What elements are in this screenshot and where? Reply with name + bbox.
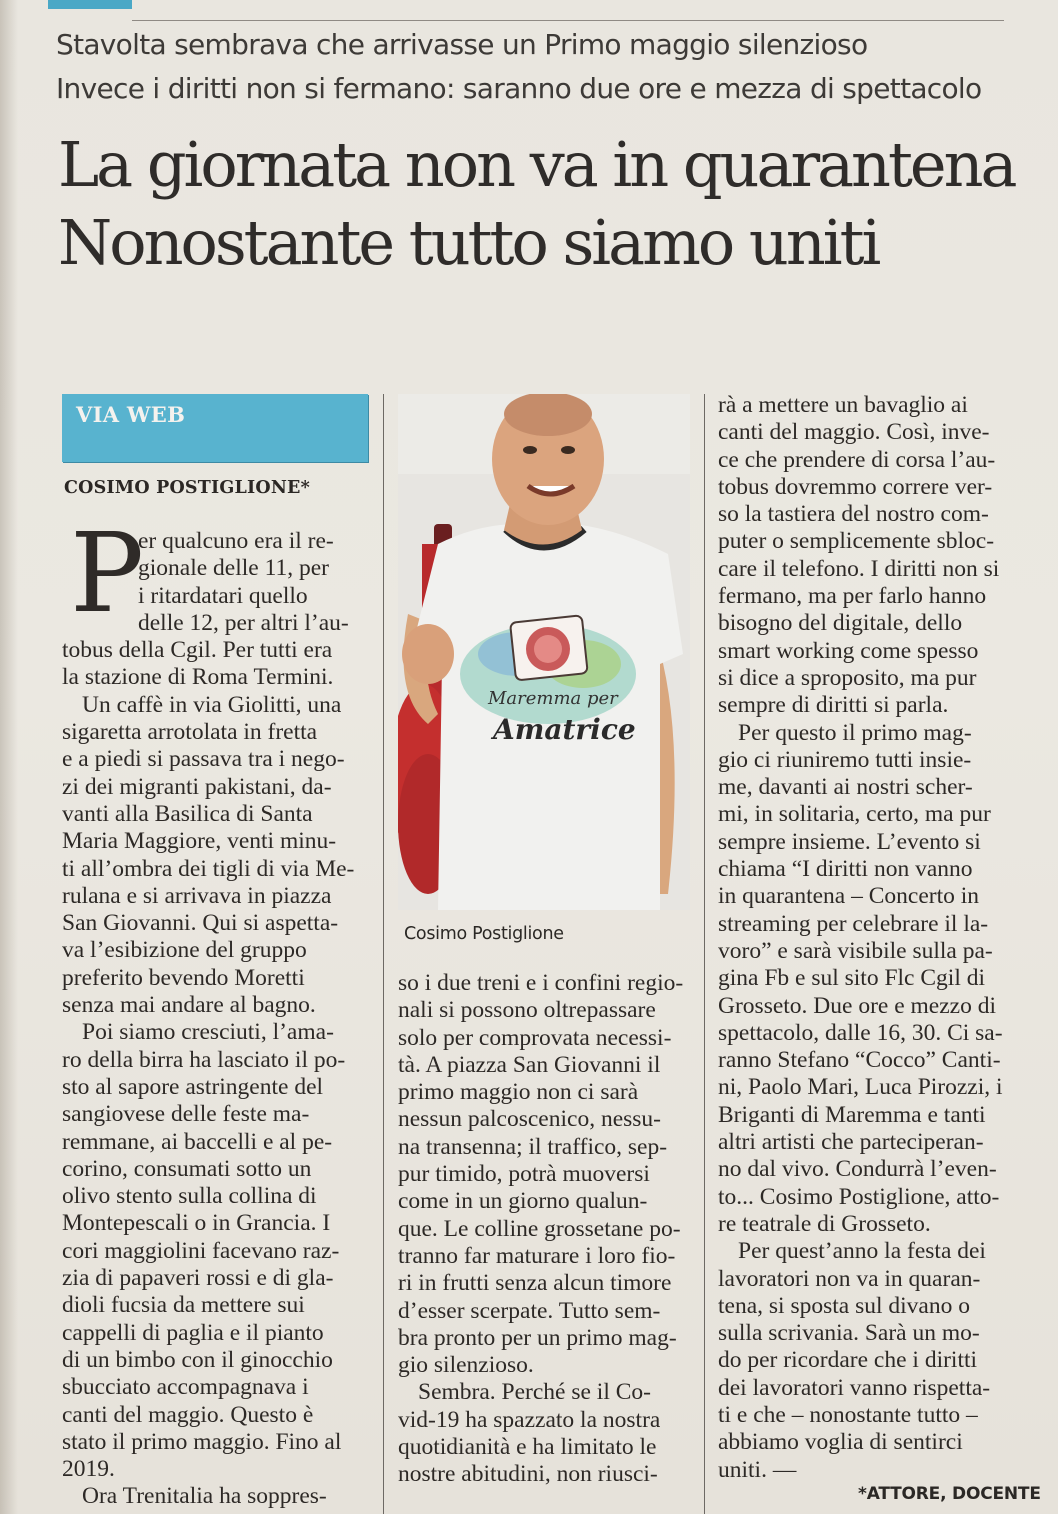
- article-text-line: zi dei migranti pakistani, da-: [62, 773, 332, 800]
- article-text-line: bra pronto per un primo mag-: [398, 1324, 677, 1351]
- article-text-line: Grosseto. Due ore e mezzo di: [718, 992, 996, 1019]
- article-column-1: [62, 528, 374, 1511]
- article-text-line: senza mai andare al bagno.: [62, 992, 316, 1019]
- article-text-line: ti e che – nonostante tutto –: [718, 1401, 978, 1428]
- article-text-line: me, davanti ai nostri scher-: [718, 774, 973, 801]
- article-text-line: re teatrale di Grosseto.: [718, 1210, 931, 1237]
- article-column-2: [398, 970, 694, 1489]
- article-text-line: dioli fucsia da mettere sui: [62, 1292, 305, 1319]
- article-text-line: Montepescali o in Grancia. I: [62, 1210, 331, 1237]
- article-text-line: gionale delle 11, per: [138, 555, 329, 582]
- article-text-line: voro” e sarà visibile sulla pa-: [718, 937, 993, 964]
- column-rule-2: [704, 394, 705, 1514]
- article-text-line: sigaretta arrotolata in fretta: [62, 719, 318, 746]
- article-text-line: spettacolo, dalle 16, 30. Ci sa-: [718, 1019, 1003, 1046]
- article-text-line: nali si possono oltrepassare: [398, 997, 656, 1024]
- article-text-line: di un bimbo con il ginocchio: [62, 1346, 333, 1373]
- headline-line-2: Nonostante tutto siamo uniti: [58, 206, 879, 279]
- article-text-line: zia di papaveri rossi e di gla-: [62, 1265, 334, 1292]
- article-text-line: Ora Trenitalia ha soppres-: [82, 1483, 327, 1510]
- article-text-line: vid-19 ha spazzato la nostra: [398, 1406, 661, 1433]
- article-text-line: sbucciato accompagnava i: [62, 1374, 309, 1401]
- article-text-line: ce che prendere di corsa l’au-: [718, 446, 996, 473]
- article-text-line: quotidianità e ha limitato le: [398, 1434, 657, 1461]
- article-text-line: so i due treni e i confini regio-: [398, 970, 684, 996]
- article-text-line: i ritardatari quello: [138, 582, 308, 609]
- article-text-line: altri artisti che parteciperan-: [718, 1129, 984, 1156]
- article-text-line: er qualcuno era il re-: [138, 528, 334, 554]
- article-text-line: Poi siamo cresciuti, l’ama-: [82, 1019, 334, 1046]
- article-text-line: preferito bevendo Moretti: [62, 964, 305, 991]
- article-text-line: San Giovanni. Qui si aspetta-: [62, 910, 339, 937]
- section-tag-label: VIA WEB: [76, 402, 186, 427]
- article-text-line: remmane, ai baccelli e al pe-: [62, 1128, 333, 1155]
- article-text-line: Sembra. Perché se il Co-: [418, 1379, 651, 1406]
- article-text-line: olivo stento sulla collina di: [62, 1183, 317, 1210]
- article-text-line: e a piedi si passava tra i nego-: [62, 746, 345, 773]
- article-text-line: Per quest’anno la festa dei: [738, 1238, 986, 1265]
- top-accent-bar: [48, 0, 132, 9]
- kicker-line-2: Invece i diritti non si fermano: saranno due ore e mezza di spettacolo: [56, 72, 982, 105]
- article-text-line: si dice a sproposito, ma pur: [718, 664, 977, 691]
- article-text-line: care il telefono. I diritti non si: [718, 555, 1000, 582]
- author-photo: [398, 394, 690, 910]
- article-text-line: cappelli di paglia e il pianto: [62, 1319, 324, 1346]
- article-text-line: cori maggiolini facevano raz-: [62, 1237, 340, 1264]
- article-text-line: va l’esibizione del gruppo: [62, 937, 307, 964]
- article-text-line: come in un giorno qualun-: [398, 1188, 648, 1215]
- byline: COSIMO POSTIGLIONE*: [64, 478, 310, 498]
- article-text-line: puter o semplicemente sbloc-: [718, 528, 995, 555]
- article-text-line: que. Le colline grossetane po-: [398, 1215, 681, 1242]
- article-text-line: Per questo il primo mag-: [738, 719, 972, 746]
- article-text-line: tobus dovremmo correre ver-: [718, 473, 993, 500]
- article-text-line: solo per comprovata necessi-: [398, 1024, 672, 1051]
- article-text-line: gina Fb e sul sito Flc Cgil di: [718, 965, 986, 992]
- article-text-line: gio ci riuniremo tutti insie-: [718, 746, 972, 773]
- article-text-line: do per ricordare che i diritti: [718, 1347, 978, 1374]
- article-text-line: bisogno del digitale, dello: [718, 610, 963, 637]
- shirt-text-line-1: Maremma per: [488, 688, 618, 709]
- article-text-line: sempre di diritti si parla.: [718, 692, 949, 719]
- article-text-line: sto al sapore astringente del: [62, 1073, 324, 1100]
- article-text-line: d’esser scerpate. Tutto sem-: [398, 1297, 661, 1324]
- section-tag: [62, 394, 368, 462]
- article-text-line: sangiovese delle feste ma-: [62, 1101, 310, 1128]
- article-text-line: gio silenzioso.: [398, 1352, 534, 1379]
- photo-caption: Cosimo Postiglione: [404, 924, 564, 944]
- article-text-line: Un caffè in via Giolitti, una: [82, 691, 342, 718]
- top-rule: [132, 20, 1004, 21]
- article-text-line: delle 12, per altri l’au-: [138, 609, 349, 636]
- article-text-line: fermano, ma per farlo hanno: [718, 583, 987, 610]
- article-text-line: sulla scrivania. Sarà un mo-: [718, 1320, 980, 1347]
- article-text-line: mi, in solitaria, certo, ma pur: [718, 801, 991, 828]
- article-text-line: ro della birra ha lasciato il po-: [62, 1046, 346, 1073]
- article-text-line: sempre insieme. L’evento si: [718, 828, 981, 855]
- article-text-line: corino, consumati sotto un: [62, 1155, 312, 1182]
- article-text-line: rulana e si arrivava in piazza: [62, 882, 332, 909]
- article-text-line: ni, Paolo Mari, Luca Pirozzi, i: [718, 1074, 1003, 1101]
- article-text-line: dei lavoratori vanno rispetta-: [718, 1374, 991, 1401]
- author-photo-illustration: [398, 394, 690, 910]
- article-text-line: streaming per celebrare il la-: [718, 910, 989, 937]
- article-text-line: tobus della Cgil. Per tutti era: [62, 637, 333, 664]
- headline-line-1: La giornata non va in quarantena: [58, 128, 1015, 201]
- article-text-line: nessun palcoscenico, nessu-: [398, 1106, 661, 1133]
- article-text-line: ti all’ombra dei tigli di via Me-: [62, 855, 355, 882]
- article-text-line: so la tastiera del nostro com-: [718, 501, 989, 528]
- article-text-line: abbiamo voglia di sentirci: [718, 1429, 963, 1456]
- article-text-line: Maria Maggiore, venti minu-: [62, 828, 337, 855]
- article-text-line: uniti. —: [718, 1456, 797, 1483]
- article-text-line: na transenna; il traffico, sep-: [398, 1133, 668, 1160]
- author-footnote: *ATTORE, DOCENTE: [858, 1484, 1041, 1504]
- article-text-line: ri in frutti senza alcun timore: [398, 1270, 672, 1297]
- article-text-line: 2019.: [62, 1456, 115, 1483]
- article-text-line: rà a mettere un bavaglio ai: [718, 392, 968, 418]
- article-text-line: canti del maggio. Così, inve-: [718, 419, 990, 446]
- article-text-line: vanti alla Basilica di Santa: [62, 800, 313, 827]
- article-text-line: nostre abitudini, non riusci-: [398, 1461, 658, 1488]
- article-text-line: pur timido, potrà muoversi: [398, 1161, 650, 1188]
- column-rule-1: [383, 394, 384, 1514]
- article-text-line: to... Cosimo Postiglione, atto-: [718, 1183, 1000, 1210]
- paper-edge-shadow: [0, 0, 18, 1514]
- article-text-line: chiama “I diritti non vanno: [718, 856, 973, 883]
- article-text-line: tranno far maturare i loro fio-: [398, 1242, 676, 1269]
- shirt-text-line-2: Amatrice: [493, 713, 636, 746]
- article-text-line: tena, si sposta sul divano o: [718, 1292, 970, 1319]
- article-text-line: Briganti di Maremma e tanti: [718, 1101, 986, 1128]
- article-text-line: ranno Stefano “Cocco” Canti-: [718, 1047, 1001, 1074]
- drop-cap: P: [70, 509, 145, 637]
- article-text-line: tà. A piazza San Giovanni il: [398, 1051, 661, 1078]
- article-text-line: canti del maggio. Questo è: [62, 1401, 314, 1428]
- article-text-line: la stazione di Roma Termini.: [62, 664, 334, 691]
- article-text-line: no dal vivo. Condurrà l’even-: [718, 1156, 997, 1183]
- article-text-line: lavoratori non va in quaran-: [718, 1265, 981, 1292]
- article-text-line: primo maggio non ci sarà: [398, 1079, 639, 1106]
- article-text-line: stato il primo maggio. Fino al: [62, 1428, 342, 1455]
- article-column-3: [718, 392, 1014, 1484]
- article-text-line: smart working come spesso: [718, 637, 979, 664]
- article-text-line: in quarantena – Concerto in: [718, 883, 980, 910]
- kicker-line-1: Stavolta sembrava che arrivasse un Primo maggio silenzioso: [56, 28, 868, 61]
